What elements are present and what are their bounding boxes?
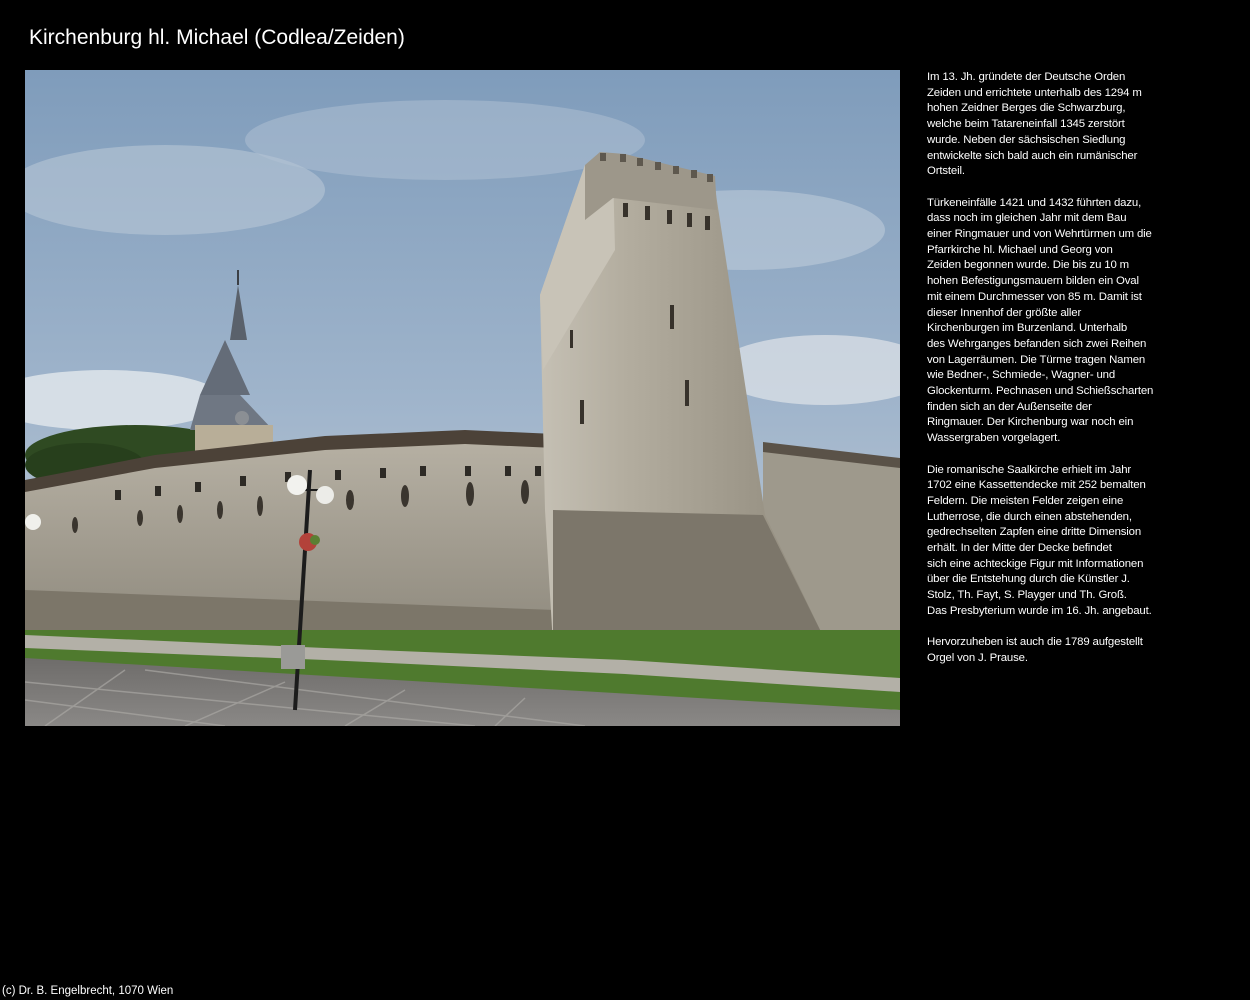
description-text	[927, 70, 1177, 682]
description-paragraph: Türkeneinfälle 1421 und 1432 führten dazu, dass noch im gleichen Jahr mit dem Bau einer Ringmauer und von Wehrtürmen um die Pfarrkirche hl. Michael und Georg von Zeiden begonnen wurde. Die bis zu 10 m hohen Befestigungsmauern bilden ein Oval mit einem Durchmesser von 85 m. Damit ist dieser Innenhof der größte aller Kirchenburgen im Burzenland. Unterhalb des Wehrganges befanden sich zwei Reihen von Lagerräumen. Die Türme tragen Namen wie Bedner-, Schmiede-, Wagner- und Glockenturm. Pechnasen und Schießscharten finden sich an der Außenseite der Ringmauer. Der Kirchenburg war noch ein Wassergraben vorgelagert.	[927, 196, 1154, 445]
main-photo	[25, 70, 900, 726]
copyright-footer: (c) Dr. B. Engelbrecht, 1070 Wien	[2, 985, 174, 997]
page-title: Kirchenburg hl. Michael (Codlea/Zeiden)	[29, 26, 405, 49]
photo-illustration	[25, 70, 900, 726]
lamp-left	[25, 514, 41, 530]
description-paragraph: Im 13. Jh. gründete der Deutsche Orden Zeiden und errichtete unterhalb des 1294 m hohen Zeidner Berges die Schwarzburg, welche beim Tatareneinfall 1345 zerstört wurde. Neben der sächsischen Siedlung entwickelte sich bald auch ein rumänischer Ortsteil.	[927, 71, 1142, 178]
description-paragraph: Hervorzuheben ist auch die 1789 aufgestellt Orgel von J. Prause.	[927, 636, 1143, 664]
description-paragraph: Die romanische Saalkirche erhielt im Jahr 1702 eine Kassettendecke mit 252 bemalten Feldern. Die meisten Felder zeigen eine Lutherrose, die durch einen abstehenden, gedrechselten Zapfen eine dritte Dimension erhält. In der Mitte der Decke befindet sich eine achteckige Figur mit Informationen über die Entstehung durch die Künstler J. Stolz, Th. Fayt, S. Playger und Th. Groß. Das Presbyterium wurde im 16. Jh. angebaut.	[927, 463, 1152, 617]
